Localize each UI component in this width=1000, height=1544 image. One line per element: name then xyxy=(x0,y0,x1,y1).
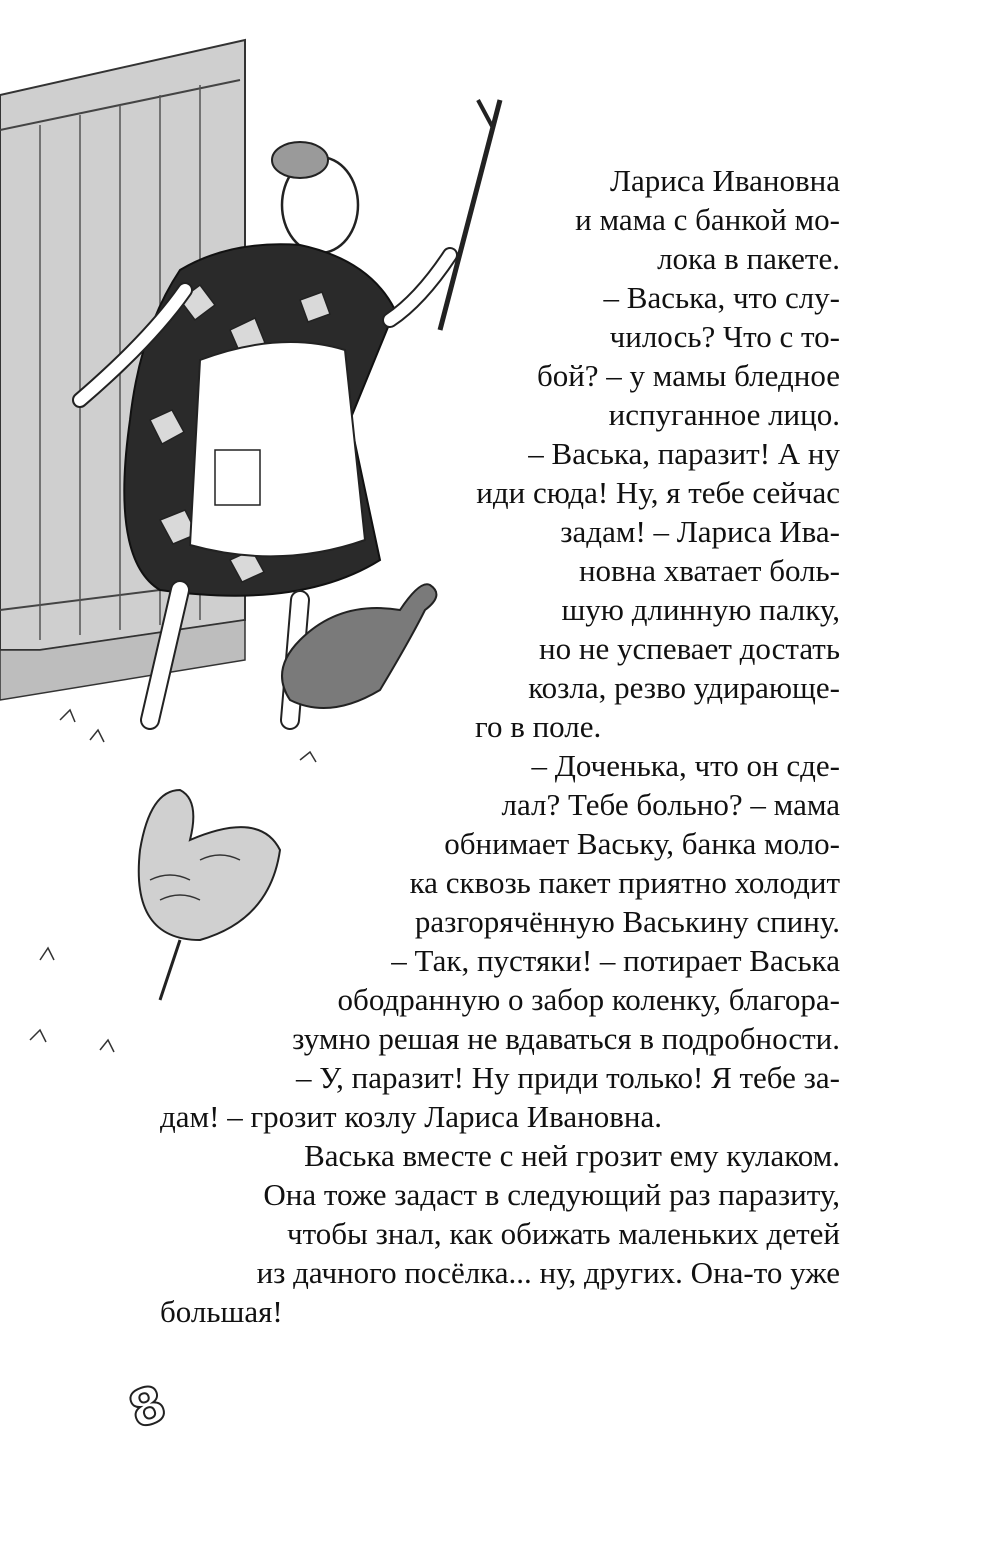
text-line: разгорячённую Васькину спину. xyxy=(414,904,840,939)
text-line: бой? – у мамы бледное xyxy=(536,358,840,393)
text-line: ободранную о забор коленку, благора- xyxy=(337,982,840,1017)
text-line: лал? Тебе больно? – мама xyxy=(501,787,840,822)
text-line: зумно решая не вдаваться в подробности. xyxy=(292,1021,840,1056)
stick xyxy=(440,100,500,330)
text-line: но не успевает достать xyxy=(539,631,840,666)
text-line: и мама с банкой мо- xyxy=(575,202,840,237)
text-line: – Васька, что слу- xyxy=(603,280,840,315)
text-line: го в поле. xyxy=(475,709,602,744)
text-line: чилось? Что с то- xyxy=(609,319,840,354)
text-line: чтобы знал, как обижать маленьких детей xyxy=(287,1216,840,1251)
text-line: задам! – Лариса Ива- xyxy=(560,514,840,549)
text-line: иди сюда! Ну, я тебе сейчас xyxy=(476,475,840,510)
text-line: – Так, пустяки! – потирает Васька xyxy=(391,943,840,978)
text-line: из дачного посёлка... ну, других. Она-то уже xyxy=(256,1255,840,1290)
text-line: Васька вместе с ней грозит ему кулаком. xyxy=(304,1138,840,1173)
text-line: козла, резво удирающе- xyxy=(528,670,840,705)
text-line: шую длинную палку, xyxy=(561,592,840,627)
text-line: – Васька, паразит! А ну xyxy=(528,436,840,471)
text-line: – У, паразит! Ну приди только! Я тебе за- xyxy=(296,1060,840,1095)
text-line: большая! xyxy=(160,1294,283,1329)
text-line: новна хватает боль- xyxy=(578,553,840,588)
text-line: Лариса Ивановна xyxy=(610,163,840,198)
page-number: 8 xyxy=(121,1373,174,1441)
text-line: – Доченька, что он сде- xyxy=(531,748,840,783)
text-line: ка сквозь пакет приятно холодит xyxy=(409,865,840,900)
text-line: испуганное лицо. xyxy=(608,397,840,432)
text-line: обнимает Ваську, банка моло- xyxy=(444,826,840,861)
text-line: лока в пакете. xyxy=(657,241,840,276)
text-line: Она тоже задаст в следующий раз паразиту, xyxy=(263,1177,840,1212)
apron xyxy=(190,342,365,556)
text-line: дам! – грозит козлу Лариса Ивановна. xyxy=(160,1099,662,1134)
hen xyxy=(139,790,280,940)
